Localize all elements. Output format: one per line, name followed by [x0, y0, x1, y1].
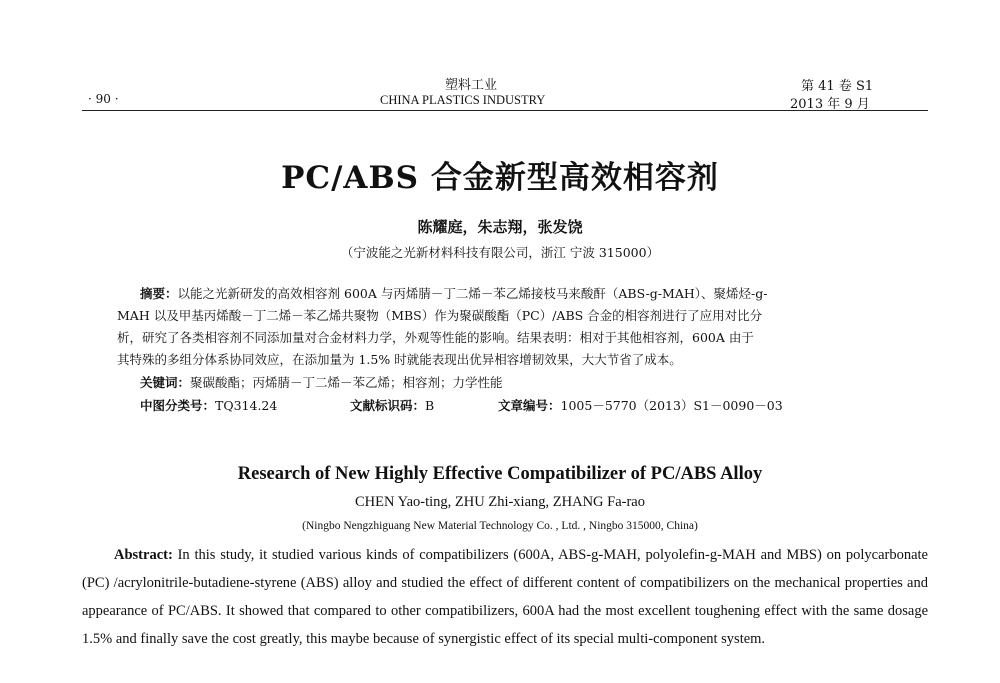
document-code [350, 395, 434, 417]
affiliation-cn: （宁波能之光新材料科技有限公司，浙江 宁波 315000） [340, 245, 660, 260]
paper-title-en: Research of New Highly Effective Compatibilizer of PC/ABS Alloy [237, 464, 763, 484]
abstract-cn-line-2: MAH 以及甲基丙烯酸－丁二烯－苯乙烯共聚物（MBS）作为聚碳酸酯（PC）/ABS 合金的相容剂进行了应用对比分 [117, 308, 763, 323]
abstract-cn-line-4: 其特殊的多组分体系协同效应，在添加量为 1.5% 时就能表现出优异相容增韧效果，大大节省了成本。 [117, 352, 682, 367]
doc-code-label: 文献标识码： [350, 398, 426, 413]
keywords-cn-label: 关键词： [140, 375, 191, 390]
journal-name-cn: 塑料工业 [445, 78, 498, 93]
abstract-cn-line-3: 析，研究了各类相容剂不同添加量对合金材料力学，外观等性能的影响。结果表明：相对于其他相容剂，600A 由于 [117, 330, 754, 345]
abstract-en-text: In this study, it studied various kinds of compatibilizers (600A, ABS-g-MAH, polyolefin-g-MAH and MBS) on polycarbonate (PC) /acrylonitrile-butadiene-styrene (ABS) alloy and studied the effect of different content of compatibilizers on the mechanical properties and appearance of PC/ABS. It showed that compared to other compatibilizers, 600A had the most excellent toughening effect with the same dosage 1.5% and finally save the cost greatly, this maybe because of synergistic effect of its special multi-component system. [82, 547, 928, 647]
article-number-value: 1005－5770（2013）S1－0090－03 [560, 398, 783, 413]
abstract-en-label: Abstract: [114, 547, 173, 563]
volume-issue: 第 41 卷 S1 [801, 79, 874, 94]
clc-label: 中图分类号： [140, 398, 216, 413]
page-number: · 90 · [88, 92, 119, 106]
article-number [498, 395, 783, 417]
authors-cn: 陈耀庭，朱志翔，张发饶 [417, 218, 583, 236]
article-number-label: 文章编号： [498, 398, 561, 413]
abstract-en [82, 541, 928, 653]
affiliation-en: (Ningbo Nengzhiguang New Material Technology Co. , Ltd. , Ningbo 315000, China) [302, 520, 698, 532]
clc-value: TQ314.24 [215, 398, 278, 413]
doc-code-value: B [425, 398, 435, 413]
paper-title-cn: PC/ABS 合金新型高效相容剂 [281, 160, 719, 196]
abstract-cn-text: 以能之光新研发的高效相容剂 600A 与丙烯腈－丁二烯－苯乙烯接枝马来酸酐（ABS-g-MAH）、聚烯烃-g- [177, 286, 768, 301]
keywords-cn [140, 372, 503, 394]
clc-number [140, 395, 277, 417]
header-rule [82, 110, 928, 111]
issue-date: 2013 年 9 月 [790, 97, 870, 112]
journal-name-en: CHINA PLASTICS INDUSTRY [380, 93, 546, 107]
abstract-cn-label: 摘要： [140, 286, 178, 301]
authors-en: CHEN Yao-ting, ZHU Zhi-xiang, ZHANG Fa-rao [355, 494, 645, 510]
keywords-cn-text: 聚碳酸酯；丙烯腈－丁二烯－苯乙烯；相容剂；力学性能 [190, 375, 503, 390]
abstract-cn-line-1 [140, 283, 767, 305]
